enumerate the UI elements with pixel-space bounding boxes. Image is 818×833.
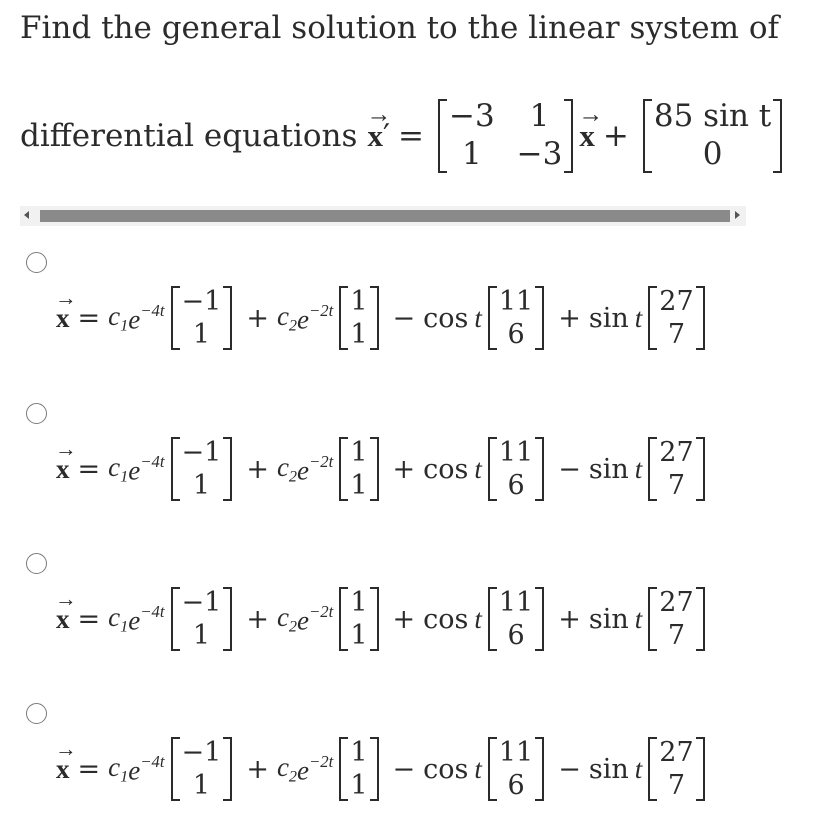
sin-vector: 27 7 — [648, 737, 704, 801]
matrix-cell: 1 — [529, 98, 550, 135]
cos-function: cos — [423, 453, 469, 485]
sign-cos: − — [392, 753, 416, 785]
answer-option-4[interactable] — [0, 703, 818, 833]
equals-sign: = — [77, 302, 101, 334]
scrollbar-thumb[interactable] — [40, 210, 730, 222]
eigenvector-1: −1 1 — [171, 286, 233, 350]
forcing-vector — [643, 99, 782, 172]
sin-vector: 27 7 — [648, 587, 704, 651]
variable-t: t — [634, 603, 643, 634]
exponential-term: $e^{-4t}$ — [128, 751, 165, 786]
radio-button[interactable] — [26, 403, 47, 424]
answer-expression — [56, 573, 711, 665]
question-text-line2: differential equations — [20, 118, 358, 154]
question-equation — [20, 92, 788, 180]
answer-expression — [56, 723, 711, 815]
cos-vector: 11 6 — [488, 437, 544, 501]
x-vector-symbol: → x — [366, 101, 392, 153]
sign-c2: + — [246, 453, 269, 485]
constant-c2: $c_2$ — [276, 751, 298, 786]
sin-vector: 27 7 — [648, 437, 704, 501]
eigenvector-2: 1 1 — [339, 587, 378, 651]
eigenvector-1: −1 1 — [171, 737, 233, 801]
sin-function: sin — [588, 453, 629, 485]
sin-function: sin — [588, 753, 629, 785]
x-vector-symbol: → x — [578, 101, 604, 153]
cos-vector: 11 6 — [488, 286, 544, 350]
exponential-term: $e^{-2t}$ — [297, 451, 334, 486]
constant-c1: $c_1$ — [108, 751, 129, 786]
sign-cos: + — [392, 453, 416, 485]
sign-sin: + — [558, 302, 581, 334]
cos-function: cos — [423, 302, 469, 334]
matrix-cell: 1 — [461, 136, 482, 172]
sign-c2: + — [246, 603, 269, 635]
cos-vector: 11 6 — [488, 737, 544, 801]
constant-c2: $c_2$ — [276, 601, 298, 636]
variable-t: t — [634, 302, 643, 333]
equals-sign: = — [77, 453, 101, 485]
equals-sign: = — [77, 753, 101, 785]
variable-t: t — [474, 603, 482, 634]
variable-t: t — [474, 302, 482, 333]
eigenvector-2: 1 1 — [339, 286, 378, 350]
system-equation — [367, 99, 788, 172]
radio-button[interactable] — [26, 553, 47, 574]
eigenvector-1: −1 1 — [171, 587, 233, 651]
scroll-left-icon[interactable] — [24, 211, 29, 219]
constant-c1: $c_1$ — [108, 601, 129, 636]
scroll-right-icon[interactable] — [735, 211, 740, 219]
sign-cos: − — [392, 302, 416, 334]
sign-cos: + — [392, 603, 416, 635]
eigenvector-1: −1 1 — [171, 437, 233, 501]
radio-button[interactable] — [26, 703, 47, 724]
sign-sin: − — [558, 453, 581, 485]
answer-option-3[interactable] — [0, 553, 818, 683]
variable-t: t — [474, 753, 482, 784]
sign-sin: − — [558, 753, 581, 785]
radio-button[interactable] — [26, 252, 47, 273]
sin-vector: 27 7 — [648, 286, 704, 350]
sin-function: sin — [588, 302, 629, 334]
sign-sin: + — [558, 603, 581, 635]
constant-c1: $c_1$ — [108, 300, 129, 335]
matrix-cell: −3 — [448, 98, 495, 135]
exponential-term: $e^{-2t}$ — [297, 300, 334, 335]
matrix-cell: −3 — [516, 136, 563, 172]
forcing-cell: 85 sin t — [653, 98, 772, 135]
x-vector-symbol: → x — [55, 586, 77, 634]
constant-c2: $c_2$ — [276, 451, 298, 486]
coefficient-matrix — [438, 99, 573, 172]
plus-sign: + — [602, 118, 629, 154]
forcing-cell: 0 — [702, 136, 723, 172]
variable-t: t — [634, 453, 643, 484]
eigenvector-2: 1 1 — [339, 737, 378, 801]
x-vector-symbol: → x — [55, 736, 77, 784]
horizontal-scrollbar[interactable] — [20, 206, 746, 226]
variable-t: t — [634, 753, 643, 784]
cos-vector: 11 6 — [488, 587, 544, 651]
prime-mark: ′ — [382, 118, 390, 154]
exponential-term: $e^{-4t}$ — [128, 601, 165, 636]
answer-expression — [56, 272, 711, 364]
constant-c2: $c_2$ — [276, 300, 298, 335]
answer-expression — [56, 423, 711, 515]
answer-option-1[interactable] — [0, 252, 818, 382]
x-vector-symbol: → x — [55, 285, 77, 333]
constant-c1: $c_1$ — [108, 451, 129, 486]
eigenvector-2: 1 1 — [339, 437, 378, 501]
equals-sign: = — [397, 118, 424, 154]
cos-function: cos — [423, 603, 469, 635]
exponential-term: $e^{-4t}$ — [128, 300, 165, 335]
exponential-term: $e^{-2t}$ — [297, 751, 334, 786]
exponential-term: $e^{-4t}$ — [128, 451, 165, 486]
sign-c2: + — [246, 753, 269, 785]
equals-sign: = — [77, 603, 101, 635]
variable-t: t — [474, 453, 482, 484]
cos-function: cos — [423, 753, 469, 785]
exponential-term: $e^{-2t}$ — [297, 601, 334, 636]
x-vector-symbol: → x — [55, 436, 77, 484]
sign-c2: + — [246, 302, 269, 334]
answer-option-2[interactable] — [0, 403, 818, 533]
question-text-line1: Find the general solution to the linear system of — [20, 10, 780, 46]
sin-function: sin — [588, 603, 629, 635]
